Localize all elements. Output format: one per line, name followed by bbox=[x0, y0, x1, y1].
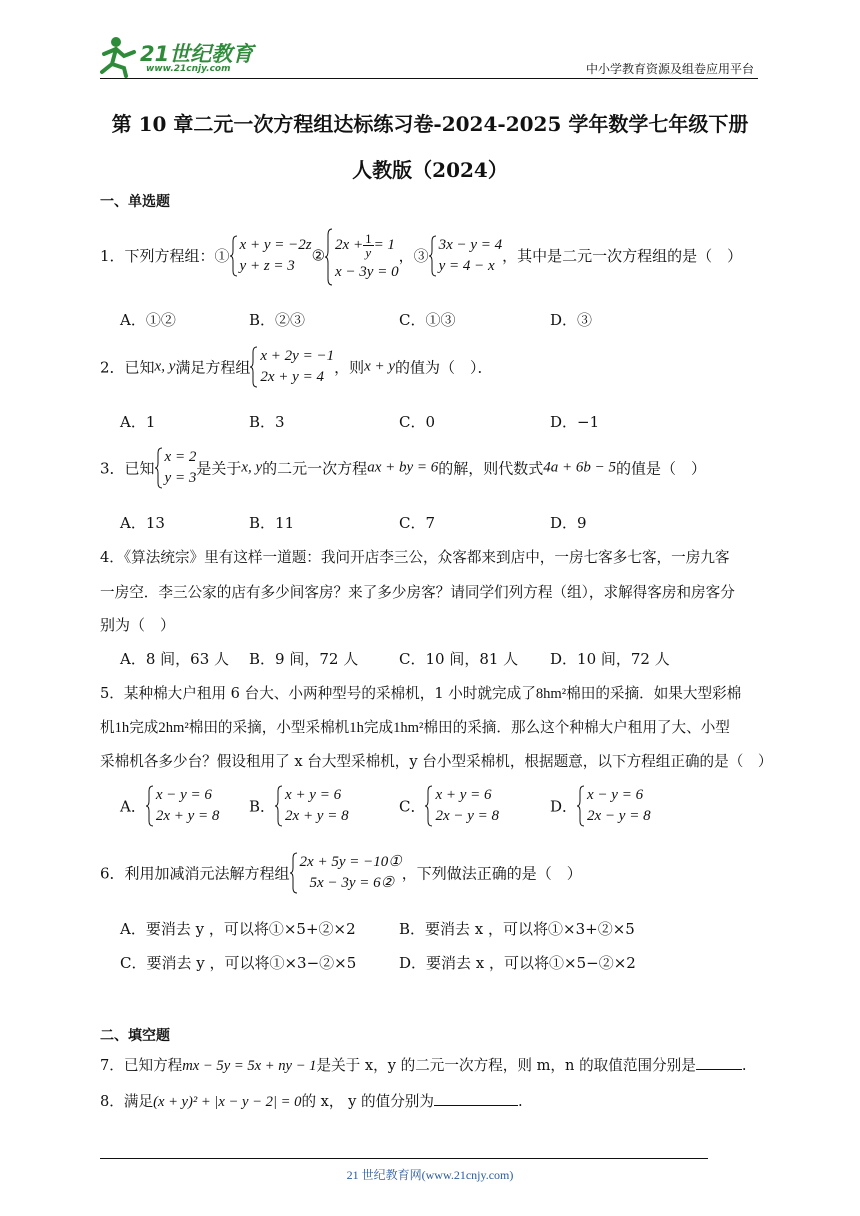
question-1: 1．下列方程组：① x + y = −2z y + z = 3 ② 2x + $\frac{1}{y}$ = 1 x − 3y = 0 ，③ 3x − y = 4 y = 4 − x ，其中是二元一次方程组的是（ ） bbox=[100, 228, 742, 283]
q1-system-3: 3x − y = 4 y = 4 − x bbox=[429, 235, 503, 277]
left-brace-icon bbox=[429, 235, 437, 277]
question-4-line-3: 别为（ ） bbox=[100, 616, 176, 634]
q3-option-b[interactable]: B．11 bbox=[249, 514, 295, 532]
title-line-1: 第 10 章二元一次方程组达标练习卷-2024-2025 学年数学七年级下册 bbox=[111, 112, 749, 136]
q1-system-2: 2x + $\frac{1}{y}$ = 1 x − 3y = 0 bbox=[325, 228, 399, 283]
q1-option-c[interactable]: C．①③ bbox=[399, 311, 456, 329]
q2-option-b[interactable]: B．3 bbox=[249, 413, 285, 431]
q4-option-a[interactable]: A．8 间，63 人 bbox=[120, 650, 229, 668]
left-brace-icon bbox=[577, 785, 585, 827]
left-brace-icon bbox=[275, 785, 283, 827]
question-5-line-3: 采棉机各多少台？假设租用了 x 台大型采棉机，y 台小型采棉机，根据题意，以下方程组正确的是（ ） bbox=[100, 753, 773, 770]
question-5-line-2: 机1h完成2hm²棉田的采摘，小型采棉机1h完成1hm²棉田的采摘．那么这个种棉大户租用了大、小型 bbox=[100, 719, 730, 736]
left-brace-icon bbox=[230, 235, 238, 277]
q6-option-d[interactable]: D．要消去 x ，可以将①×5−②×2 bbox=[399, 954, 636, 972]
q2-option-c[interactable]: C．0 bbox=[399, 413, 436, 431]
q8-answer-blank[interactable] bbox=[434, 1091, 518, 1106]
logo-url: www.21cnjy.com bbox=[146, 64, 231, 74]
q5-option-d[interactable]: D． x − y = 6 2x − y = 8 bbox=[550, 785, 651, 827]
fraction: $\frac{1}{y}$ bbox=[365, 231, 372, 261]
q1-option-d[interactable]: D．③ bbox=[550, 311, 593, 329]
footer-text[interactable]: 21 世纪教育网(www.21cnjy.com) bbox=[346, 1168, 514, 1182]
left-brace-icon bbox=[425, 785, 433, 827]
q2-option-a[interactable]: A．1 bbox=[120, 413, 156, 431]
header-logo bbox=[96, 34, 266, 78]
question-4-line-1: 4．《算法统宗》里有这样一道题：我问开店李三公，众客都来到店中，一房七客多七客，一房九客 bbox=[100, 549, 730, 566]
header-rule bbox=[100, 78, 758, 79]
q4-option-c[interactable]: C．10 间，81 人 bbox=[399, 650, 519, 668]
title-line-2: 人教版（2024） bbox=[352, 158, 508, 182]
q5-option-c[interactable]: C． x + y = 6 2x − y = 8 bbox=[399, 785, 499, 827]
question-6: 6．利用加减消元法解方程组 2x + 5y = −10① 5x − 3y = 6② ，下列做法正确的是（ ） bbox=[100, 852, 582, 894]
left-brace-icon bbox=[155, 447, 163, 489]
question-7: 7．已知方程mx − 5y = 5x + ny − 1是关于 x，y 的二元一次方程，则 m，n 的取值范围分别是 . bbox=[100, 1057, 747, 1074]
question-5-line-1: 5．某种棉大户租用 6 台大、小两种型号的采棉机，1 小时就完成了8hm²棉田的采摘．如果大型彩棉 bbox=[100, 685, 742, 702]
q1-system-1: x + y = −2z y + z = 3 bbox=[230, 235, 312, 277]
logo-text: 21世纪教育 bbox=[140, 42, 254, 66]
q2-system: x + 2y = −1 2x + y = 4 bbox=[250, 346, 334, 388]
q3-option-c[interactable]: C．7 bbox=[399, 514, 436, 532]
section-fill-blank: 二、填空题 bbox=[100, 1028, 170, 1044]
q4-option-b[interactable]: B．9 间，72 人 bbox=[249, 650, 359, 668]
q6-option-b[interactable]: B．要消去 x ，可以将①×3+②×5 bbox=[399, 920, 635, 938]
left-brace-icon bbox=[290, 852, 298, 894]
q7-answer-blank[interactable] bbox=[696, 1055, 742, 1070]
q1-option-b[interactable]: B．②③ bbox=[249, 311, 306, 329]
section-single-choice: 一、单选题 bbox=[100, 194, 170, 210]
q3-system: x = 2 y = 3 bbox=[155, 447, 197, 489]
question-3: 3．已知 x = 2 y = 3 是关于x, y的二元一次方程ax + by = 6的解，则代数式4a + 6b − 5的值是（ ） bbox=[100, 447, 706, 489]
q3-option-d[interactable]: D．9 bbox=[550, 514, 587, 532]
q2-option-d[interactable]: D．−1 bbox=[550, 413, 600, 431]
left-brace-icon bbox=[325, 228, 333, 286]
q6-option-a[interactable]: A．要消去 y ，可以将①×5+②×2 bbox=[120, 920, 356, 938]
q3-option-a[interactable]: A．13 bbox=[120, 514, 165, 532]
question-2: 2．已知x, y满足方程组 x + 2y = −1 2x + y = 4 ，则x + y的值为（ ）． bbox=[100, 346, 493, 388]
q5-option-b[interactable]: B． x + y = 6 2x + y = 8 bbox=[249, 785, 349, 827]
left-brace-icon bbox=[250, 346, 258, 388]
q6-option-c[interactable]: C．要消去 y ，可以将①×3−②×5 bbox=[120, 954, 357, 972]
q6-system: 2x + 5y = −10① 5x − 3y = 6② bbox=[290, 852, 402, 894]
left-brace-icon bbox=[146, 785, 154, 827]
question-4-line-2: 一房空．李三公家的店有多少间客房？来了多少房客？请同学们列方程（组），求解得客房和房客分 bbox=[100, 584, 735, 601]
footer-rule bbox=[100, 1158, 708, 1159]
q1-option-a[interactable]: A．①② bbox=[120, 311, 176, 329]
question-8: 8．满足(x + y)² + |x − y − 2| = 0的 x， y 的值分别为 . bbox=[100, 1093, 523, 1110]
q5-option-a[interactable]: A． x − y = 6 2x + y = 8 bbox=[120, 785, 219, 827]
header-platform: 中小学教育资源及组卷应用平台 bbox=[585, 62, 754, 76]
q4-option-d[interactable]: D．10 间，72 人 bbox=[550, 650, 670, 668]
